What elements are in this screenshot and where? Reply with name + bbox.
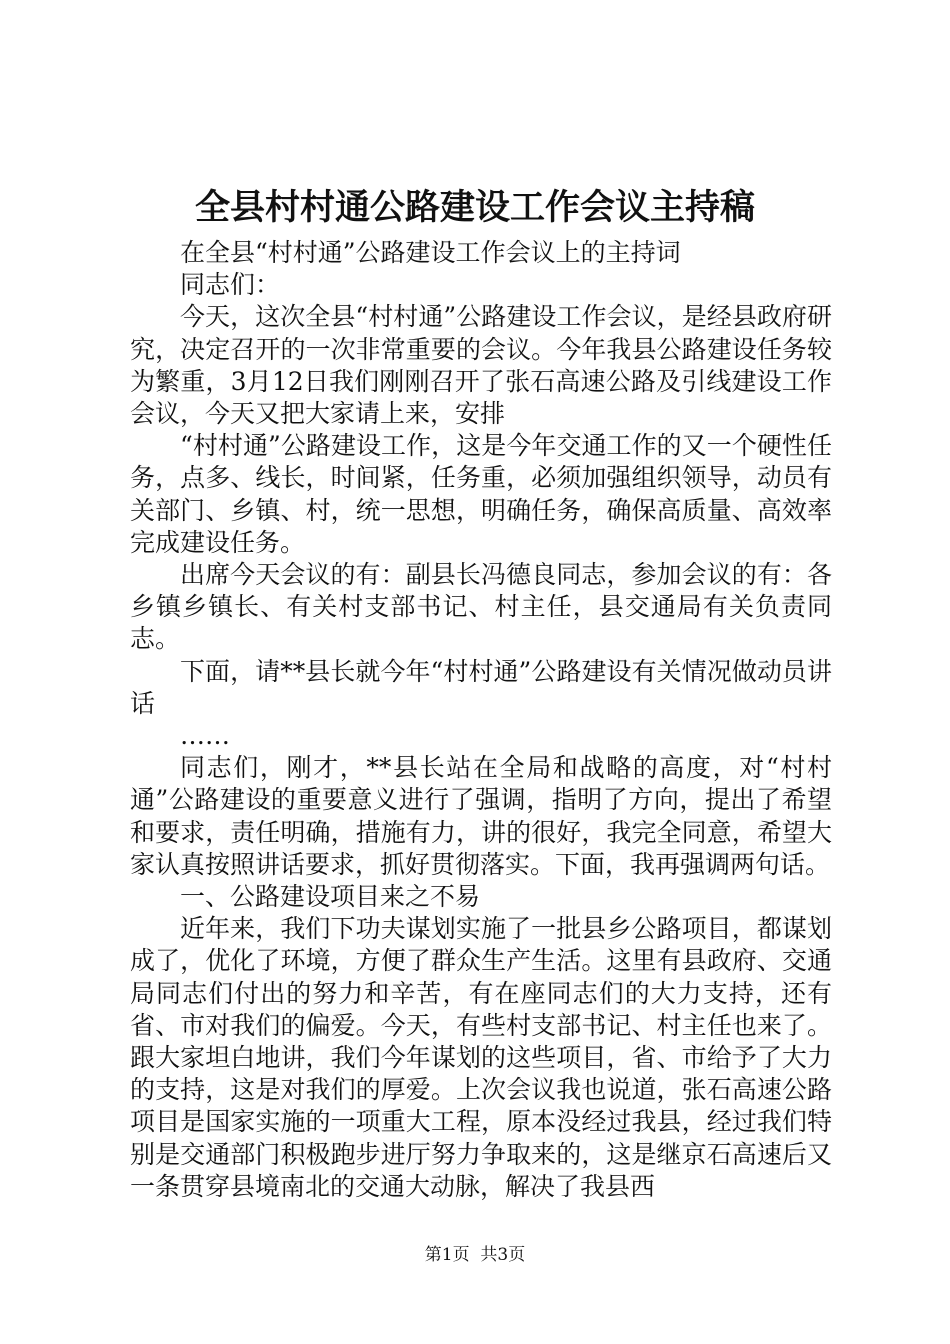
- document-title: 全县村村通公路建设工作会议主持稿: [194, 187, 755, 228]
- paragraph-subtitle: 在全县“村村通”公路建设工作会议上的主持词: [180, 238, 681, 267]
- page-number: 第1页: [424, 1245, 470, 1265]
- paragraph-salutation: 同志们：: [180, 270, 281, 300]
- page-total: 共3页: [480, 1245, 526, 1265]
- paragraph: 下面，请**县长就今年“村村通”公路建设有关情况做动员讲话: [130, 656, 832, 718]
- page-footer: [0, 1243, 950, 1267]
- paragraph-ellipsis: ……: [180, 721, 230, 751]
- paragraph: 同志们，刚才，**县长站在全局和战略的高度，对“村村通”公路建设的重要意义进行了强调，指明了方向，提出了希望和要求，责任明确，措施有力，讲的很好，我完全同意，希望大家认真按照讲话要求，抓好贯彻落实。下面，我再强调两句话。: [130, 753, 832, 879]
- paragraph: “村村通”公路建设工作，这是今年交通工作的又一个硬性任务，点多、线长，时间紧，任务重，必须加强组织领导，动员有关部门、乡镇、村，统一思想，明确任务，确保高质量、高效率完成建设任务。: [130, 431, 832, 557]
- paragraph: 近年来，我们下功夫谋划实施了一批县乡公路项目，都谋划成了，优化了环境，方便了群众生产生活。这里有县政府、交通局同志们付出的努力和辛苦，有在座同志们的大力支持，还有省、市对我们的偏爱。今天，有些村支部书记、村主任也来了。跟大家坦白地讲，我们今年谋划的这些项目，省、市给予了大力的支持，这是对我们的厚爱。上次会议我也说道，张石高速公路项目是国家实施的一项重大工程，原本没经过我县，经过我们特别是交通部门积极跑步进厅努力争取来的，这是继京石高速后又一条贯穿县境南北的交通大动脉，解决了我县西: [130, 914, 832, 1201]
- paragraph: 出席今天会议的有：副县长冯德良同志，参加会议的有：各乡镇乡镇长、有关村支部书记、村主任，县交通局有关负责同志。: [130, 560, 832, 654]
- document-body: [130, 237, 832, 1203]
- paragraph: 今天，这次全县“村村通”公路建设工作会议，是经县政府研究，决定召开的一次非常重要的会议。今年我县公路建设任务较为繁重，3月12日我们刚刚召开了张石高速公路及引线建设工作会议，今天又把大家请上来，安排: [130, 302, 832, 429]
- section-heading: 一、公路建设项目来之不易: [180, 882, 481, 912]
